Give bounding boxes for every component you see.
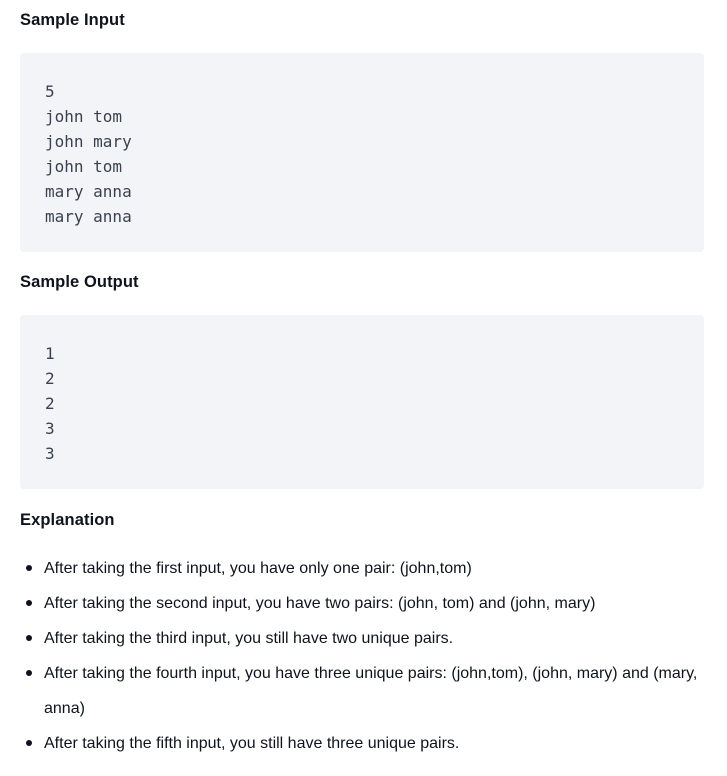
code-line: 2 bbox=[45, 369, 55, 388]
bullet-icon bbox=[26, 635, 32, 641]
list-item-text: After taking the first input, you have only one pair: (john,tom) bbox=[44, 560, 472, 577]
explanation-heading: Explanation bbox=[20, 511, 115, 529]
list-item bbox=[0, 656, 724, 726]
code-line: 3 bbox=[45, 419, 55, 438]
code-line: 2 bbox=[45, 394, 55, 413]
bullet-icon bbox=[26, 565, 32, 571]
sample-input-heading: Sample Input bbox=[20, 11, 125, 29]
list-item-text: After taking the fifth input, you still have three unique pairs. bbox=[44, 735, 460, 752]
list-item-text: After taking the fourth input, you have three unique pairs: (john,tom), (john, mary) and (mary, anna) bbox=[44, 665, 698, 717]
code-line: john mary bbox=[45, 132, 132, 151]
list-item bbox=[0, 621, 724, 656]
list-item bbox=[0, 551, 724, 586]
sample-output-code-block bbox=[20, 315, 704, 489]
code-line: 1 bbox=[45, 344, 55, 363]
code-line: 5 bbox=[45, 82, 55, 101]
list-item-text: After taking the second input, you have two pairs: (john, tom) and (john, mary) bbox=[44, 595, 596, 612]
code-line: mary anna bbox=[45, 207, 132, 226]
bullet-icon bbox=[26, 740, 32, 746]
bullet-icon bbox=[26, 670, 32, 676]
code-line: john tom bbox=[45, 157, 123, 176]
sample-input-code-block bbox=[20, 53, 704, 252]
list-item-text: After taking the third input, you still have two unique pairs. bbox=[44, 630, 454, 647]
list-item bbox=[0, 586, 724, 621]
list-item bbox=[0, 726, 724, 761]
sample-output-heading: Sample Output bbox=[20, 273, 139, 291]
code-line: john tom bbox=[45, 107, 123, 126]
bullet-icon bbox=[26, 600, 32, 606]
code-line: mary anna bbox=[45, 182, 132, 201]
explanation-list bbox=[0, 551, 724, 761]
code-line: 3 bbox=[45, 444, 55, 463]
